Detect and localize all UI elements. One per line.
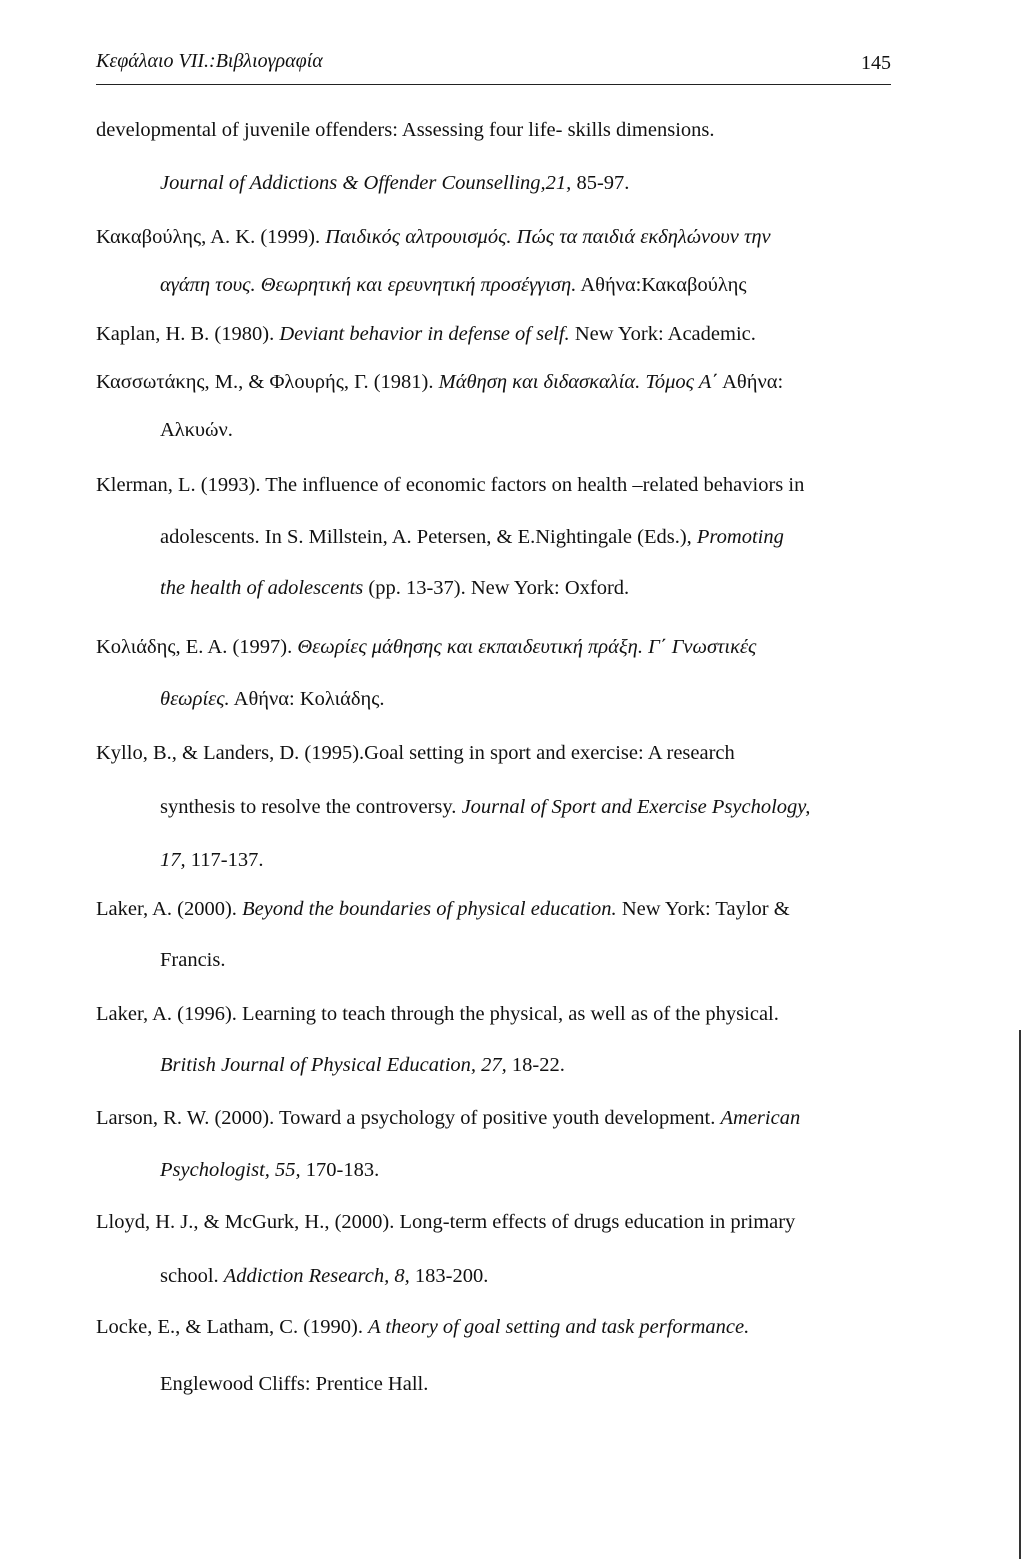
reference-text: Αθήνα: <box>718 371 784 393</box>
margin-rule <box>1019 1030 1021 1559</box>
reference-italic-text: Promoting <box>696 526 784 548</box>
chapter-title: Κεφάλαιο VII.:Βιβλιογραφία <box>96 50 323 72</box>
reference-text: Laker, A. (1996). Learning to teach through the physical, as well as of the physical. <box>96 1003 779 1025</box>
reference-italic-text: Μάθηση και διδασκαλία. Τόμος Α΄ <box>438 371 719 393</box>
reference-entry <box>96 1212 795 1233</box>
reference-italic-text: Παιδικός αλτρουισμός. Πώς τα παιδιά εκδηλώνουν την <box>325 226 771 248</box>
reference-italic-text: A theory of goal setting and task performance. <box>368 1316 750 1338</box>
reference-text: Αλκυών. <box>160 419 233 441</box>
reference-text: Κασσωτάκης, Μ., & Φλουρής, Γ. (1981). <box>96 371 439 393</box>
reference-entry <box>96 1317 749 1338</box>
reference-text: Larson, R. W. (2000). Toward a psychology of positive youth development. <box>96 1107 721 1129</box>
reference-entry-continuation <box>160 173 629 194</box>
reference-text: New York: Taylor & <box>616 898 790 920</box>
reference-text: Lloyd, H. J., & McGurk, H., (2000). Long-term effects of drugs education in primary <box>96 1211 796 1233</box>
reference-text: adolescents. In S. Millstein, A. Petersen, & E.Nightingale (Eds.), <box>160 526 697 548</box>
reference-text: school. <box>160 1265 224 1287</box>
reference-text: 183-200. <box>409 1265 489 1287</box>
reference-entry-continuation <box>160 1374 428 1395</box>
reference-text: Κολιάδης, Ε. Α. (1997). <box>96 636 298 658</box>
reference-text: Αθήνα:Κακαβούλης <box>576 274 747 296</box>
reference-text: Kaplan, H. B. (1980). <box>96 323 280 345</box>
reference-text: (pp. 13-37). New York: Oxford. <box>363 577 630 599</box>
reference-italic-text: θεωρίες. <box>160 688 230 710</box>
reference-entry-continuation <box>160 850 263 871</box>
reference-text: Αθήνα: Κολιάδης. <box>229 688 385 710</box>
reference-entry <box>96 899 790 920</box>
reference-italic-text: Addiction Research, 8, <box>223 1265 410 1287</box>
reference-entry-continuation <box>160 797 810 818</box>
reference-italic-text: American <box>720 1107 801 1129</box>
reference-text: Klerman, L. (1993). The influence of economic factors on health –related behaviors in <box>96 474 805 496</box>
reference-text: 85-97. <box>571 172 630 194</box>
reference-entry <box>96 743 735 764</box>
reference-text: 170-183. <box>300 1159 380 1181</box>
reference-italic-text: Beyond the boundaries of physical education. <box>242 898 617 920</box>
reference-entry-continuation <box>160 1266 488 1287</box>
reference-entry <box>96 637 756 658</box>
reference-entry <box>96 1004 779 1025</box>
reference-text: Kyllo, B., & Landers, D. (1995).Goal setting in sport and exercise: A research <box>96 742 735 764</box>
reference-entry-continuation <box>160 950 225 971</box>
reference-entry <box>96 1108 800 1129</box>
page-header <box>96 48 891 85</box>
reference-entry <box>96 324 756 345</box>
reference-entry-continuation <box>160 1160 379 1181</box>
reference-entry-continuation <box>160 420 233 441</box>
reference-italic-text: British Journal of Physical Education, 27, <box>160 1054 507 1076</box>
reference-entry-continuation <box>160 689 384 710</box>
reference-italic-text: Θεωρίες μάθησης και εκπαιδευτική πράξη. Γ΄ Γνωστικές <box>297 636 757 658</box>
reference-text: 117-137. <box>185 849 264 871</box>
reference-entry-continuation <box>160 275 746 296</box>
reference-entry <box>96 475 804 496</box>
reference-italic-text: Deviant behavior in defense of self. <box>279 323 570 345</box>
reference-entry <box>96 120 715 141</box>
reference-text: Francis. <box>160 949 226 971</box>
page-number: 145 <box>861 52 891 74</box>
reference-text: developmental of juvenile offenders: Assessing four life- skills dimensions. <box>96 119 715 141</box>
reference-text: Κακαβούλης, Α. Κ. (1999). <box>96 226 326 248</box>
reference-italic-text: Journal of Sport and Exercise Psychology, <box>461 796 811 818</box>
reference-text: Locke, E., & Latham, C. (1990). <box>96 1316 369 1338</box>
reference-text: 18-22. <box>506 1054 565 1076</box>
reference-entry-continuation <box>160 527 784 548</box>
reference-italic-text: 17, <box>160 849 186 871</box>
reference-entry <box>96 227 771 248</box>
reference-entry-continuation <box>160 578 629 599</box>
reference-italic-text: Journal of Addictions & Offender Counselling,21, <box>160 172 572 194</box>
reference-italic-text: Psychologist, 55, <box>160 1159 301 1181</box>
reference-text: synthesis to resolve the controversy. <box>160 796 462 818</box>
reference-italic-text: the health of adolescents <box>160 577 364 599</box>
reference-entry-continuation <box>160 1055 565 1076</box>
reference-text: New York: Academic. <box>569 323 756 345</box>
reference-text: Laker, A. (2000). <box>96 898 243 920</box>
reference-text: Englewood Cliffs: Prentice Hall. <box>160 1373 429 1395</box>
reference-italic-text: αγάπη τους. Θεωρητική και ερευνητική προσέγγιση. <box>160 274 577 296</box>
reference-entry <box>96 372 783 393</box>
